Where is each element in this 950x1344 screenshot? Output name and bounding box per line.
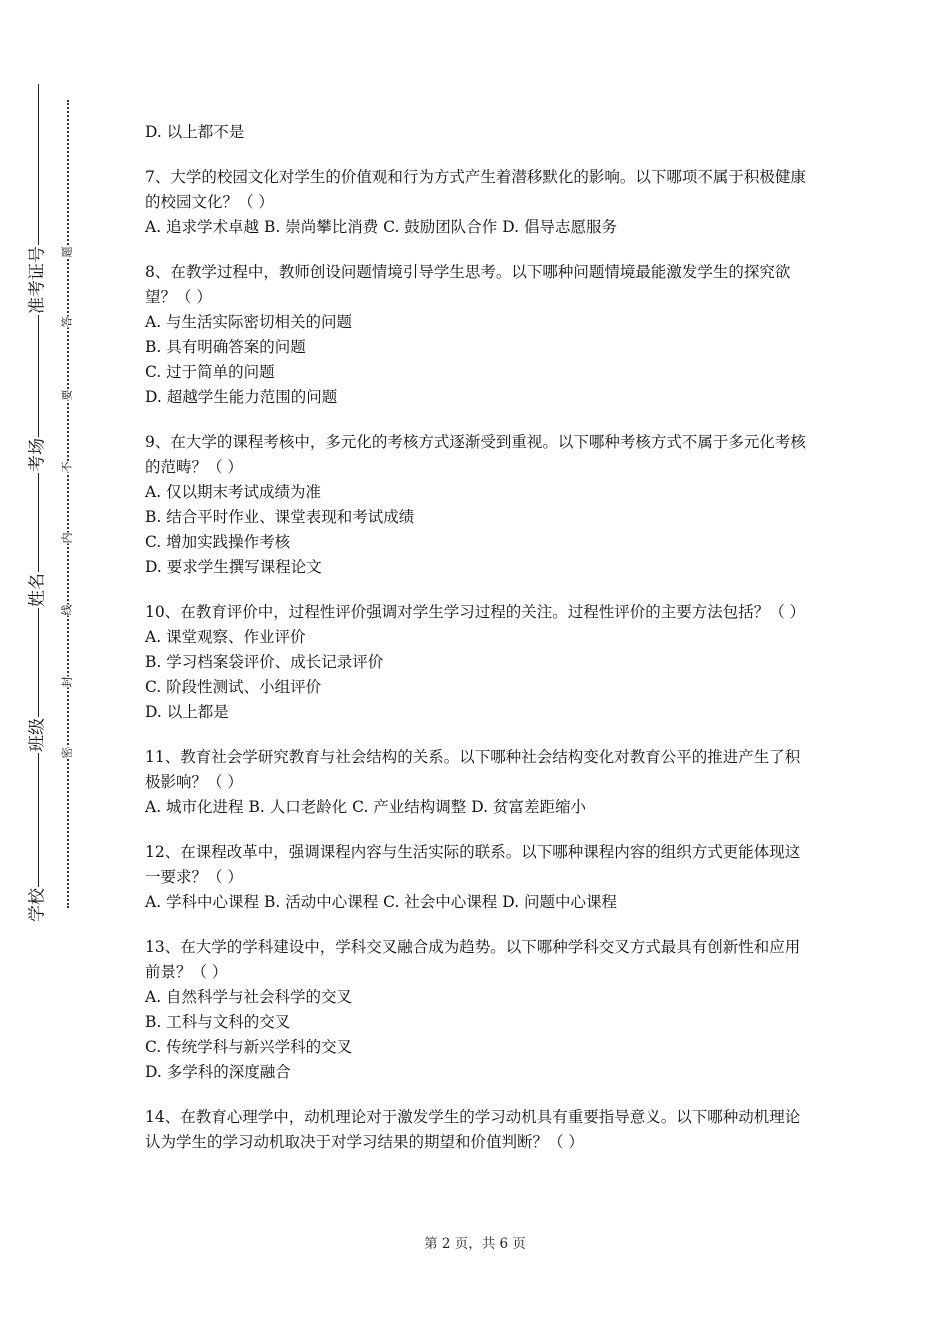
question-8: [145, 260, 810, 410]
class-label: 班级: [27, 718, 48, 752]
seal-char: 要: [60, 389, 74, 401]
question-text: 11、教育社会学研究教育与社会结构的关系。以下哪种社会结构变化对教育公平的推进产生了积极影响？（ ）: [145, 748, 801, 791]
option: C. 增加实践操作考核: [145, 533, 291, 551]
exam-number-label: 准考证号: [27, 246, 48, 314]
option: A. 仅以期末考试成绩为准: [145, 483, 322, 501]
question-6-tail: [145, 120, 810, 145]
option: D. 多学科的深度融合: [145, 1063, 291, 1081]
question-text: 8、在教学过程中，教师创设问题情境引导学生思考。以下哪种问题情境最能激发学生的探究欲望？（ ）: [145, 263, 791, 306]
option: A. 与生活实际密切相关的问题: [145, 313, 353, 331]
option: D. 以上都不是: [145, 123, 245, 141]
question-12: [145, 840, 810, 915]
option: A. 课堂观察、作业评价: [145, 628, 306, 646]
seal-char: 封: [60, 676, 74, 688]
seal-char: 不: [60, 461, 74, 473]
option: B. 工科与文科的交叉: [145, 1013, 291, 1031]
option: D. 以上都是: [145, 703, 229, 721]
question-11: [145, 745, 810, 820]
option: B. 结合平时作业、课堂表现和考试成绩: [145, 508, 415, 526]
option: C. 传统学科与新兴学科的交叉: [145, 1038, 353, 1056]
seal-char: 题: [60, 246, 74, 258]
option: D. 超越学生能力范围的问题: [145, 388, 338, 406]
seal-char: 内: [60, 532, 74, 544]
exam-room-label: 考场: [27, 438, 48, 472]
seal-char: 线: [60, 604, 74, 616]
question-text: 14、在教育心理学中，动机理论对于激发学生的学习动机具有重要指导意义。以下哪种动机理论认为学生的学习动机取决于对学习结果的期望和价值判断？（ ）: [145, 1108, 801, 1151]
options-inline: A. 追求学术卓越 B. 崇尚攀比消费 C. 鼓励团队合作 D. 倡导志愿服务: [145, 218, 617, 236]
question-text: 10、在教育评价中，过程性评价强调对学生学习过程的关注。过程性评价的主要方法包括？（ ）: [145, 603, 806, 621]
option: B. 具有明确答案的问题: [145, 338, 306, 356]
option: D. 要求学生撰写课程论文: [145, 558, 322, 576]
question-13: [145, 935, 810, 1085]
question-7: [145, 165, 810, 240]
question-text: 13、在大学的学科建设中，学科交叉融合成为趋势。以下哪种学科交叉方式最具有创新性和应用前景？（ ）: [145, 938, 801, 981]
seal-dotted-line: [67, 100, 69, 908]
binding-solid-line: [38, 84, 39, 910]
seal-char: 密: [60, 747, 74, 759]
options-inline: A. 城市化进程 B. 人口老龄化 C. 产业结构调整 D. 贫富差距缩小: [145, 798, 586, 816]
name-label: 姓名: [27, 573, 48, 607]
option: C. 过于简单的问题: [145, 363, 275, 381]
option: A. 自然科学与社会科学的交叉: [145, 988, 353, 1006]
page-number-footer: 第 2 页，共 6 页: [424, 1236, 526, 1252]
school-label: 学校: [27, 888, 48, 922]
options-inline: A. 学科中心课程 B. 活动中心课程 C. 社会中心课程 D. 问题中心课程: [145, 893, 617, 911]
binding-margin: [0, 0, 110, 1344]
question-14: [145, 1105, 810, 1155]
question-text: 7、大学的校园文化对学生的价值观和行为方式产生着潜移默化的影响。以下哪项不属于积极健康的校园文化？（ ）: [145, 168, 806, 211]
question-10: [145, 600, 810, 725]
question-list: [145, 120, 810, 1155]
option: C. 阶段性测试、小组评价: [145, 678, 322, 696]
question-9: [145, 430, 810, 580]
question-text: 9、在大学的课程考核中，多元化的考核方式逐渐受到重视。以下哪种考核方式不属于多元化考核的范畴？（ ）: [145, 433, 806, 476]
question-text: 12、在课程改革中，强调课程内容与生活实际的联系。以下哪种课程内容的组织方式更能体现这一要求？（ ）: [145, 843, 801, 886]
option: B. 学习档案袋评价、成长记录评价: [145, 653, 384, 671]
seal-char: 答: [60, 316, 74, 328]
